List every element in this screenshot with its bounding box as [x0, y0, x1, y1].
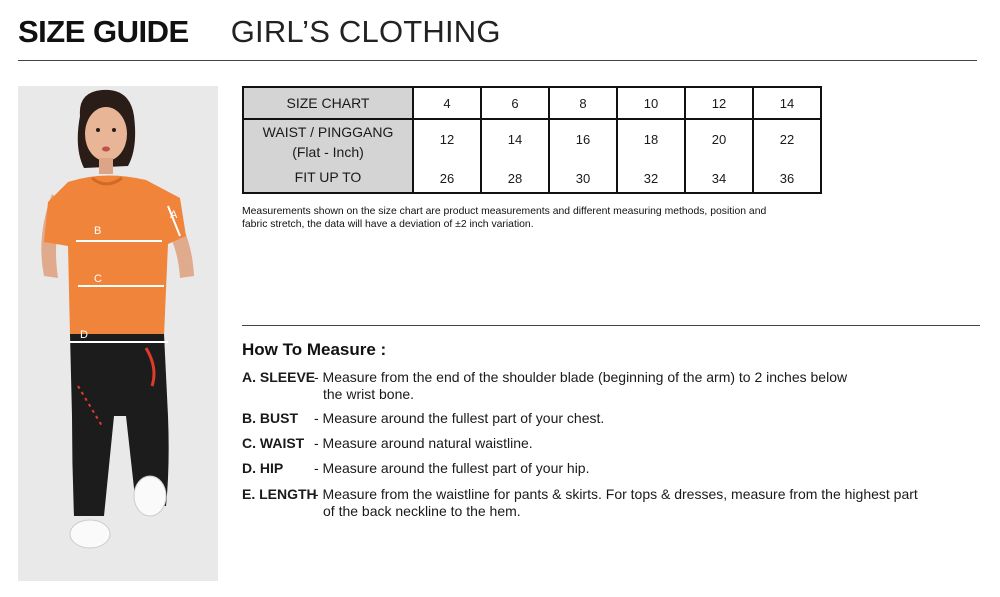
title-size-guide: SIZE GUIDE: [18, 14, 189, 49]
waist-value: 18: [643, 132, 659, 147]
measure-desc-cont: the wrist bone.: [323, 386, 415, 402]
model-illustration: [18, 86, 218, 581]
size-header-row: [243, 87, 821, 119]
size-cell: [413, 119, 481, 193]
measure-desc: - Measure around natural waistline.: [314, 435, 533, 451]
measure-desc-cont: of the back neckline to the hem.: [323, 503, 521, 519]
fit-value: 36: [779, 171, 795, 186]
waist-label: WAIST / PINGGANG: [262, 124, 394, 140]
measure-desc: - Measure around the fullest part of your hip.: [314, 460, 590, 476]
size-col-header: 14: [753, 87, 821, 119]
size-col-header: 8: [549, 87, 617, 119]
waist-value: 20: [711, 132, 727, 147]
fit-value: 26: [439, 171, 455, 186]
row-labels: [243, 119, 413, 193]
model-photo: [18, 86, 218, 581]
size-chart-header: SIZE CHART: [243, 87, 413, 119]
size-cell: [753, 119, 821, 193]
size-chart-table: [242, 86, 822, 194]
fit-label: FIT UP TO: [294, 169, 362, 185]
page-header: [18, 14, 501, 54]
measurement-row: [243, 119, 821, 193]
size-cell: [617, 119, 685, 193]
measure-desc: - Measure from the end of the shoulder blade (beginning of the arm) to 2 inches below: [314, 369, 848, 385]
measure-key: C. WAIST: [242, 435, 305, 451]
size-cell: [549, 119, 617, 193]
title-girls-clothing: GIRL’S CLOTHING: [230, 14, 501, 49]
label-c: C: [94, 273, 102, 285]
fit-value: 32: [643, 171, 659, 186]
fit-value: 28: [507, 171, 523, 186]
measure-key: D. HIP: [242, 460, 284, 476]
label-d: D: [80, 329, 88, 341]
measure-key: E. LENGTH: [242, 486, 317, 502]
waist-value: 22: [779, 132, 795, 147]
waist-value: 14: [507, 132, 523, 147]
fit-value: 30: [575, 171, 591, 186]
fit-value: 34: [711, 171, 727, 186]
note-line: Measurements shown on the size chart are product measurements and different measuring methods, position and: [242, 206, 767, 217]
size-col-header: 6: [481, 87, 549, 119]
section-divider: [242, 325, 980, 326]
size-col-header: 12: [685, 87, 753, 119]
size-cell: [481, 119, 549, 193]
measure-key: A. SLEEVE: [242, 369, 316, 385]
waist-unit-label: (Flat - Inch): [292, 144, 364, 160]
label-b: B: [94, 225, 102, 237]
waist-value: 16: [575, 132, 591, 147]
measurement-note: [242, 205, 832, 231]
header-divider: [18, 60, 977, 61]
measure-key: B. BUST: [242, 410, 298, 426]
measure-desc: - Measure around the fullest part of your chest.: [314, 410, 605, 426]
size-col-header: 4: [413, 87, 481, 119]
label-a: A: [170, 209, 178, 221]
measure-desc: - Measure from the waistline for pants & skirts. For tops & dresses, measure from the highest part: [314, 486, 918, 502]
size-col-header: 10: [617, 87, 685, 119]
note-line: fabric stretch, the data will have a deviation of ±2 inch variation.: [242, 219, 534, 230]
how-to-measure-title: How To Measure :: [242, 340, 387, 359]
waist-value: 12: [439, 132, 455, 147]
size-cell: [685, 119, 753, 193]
